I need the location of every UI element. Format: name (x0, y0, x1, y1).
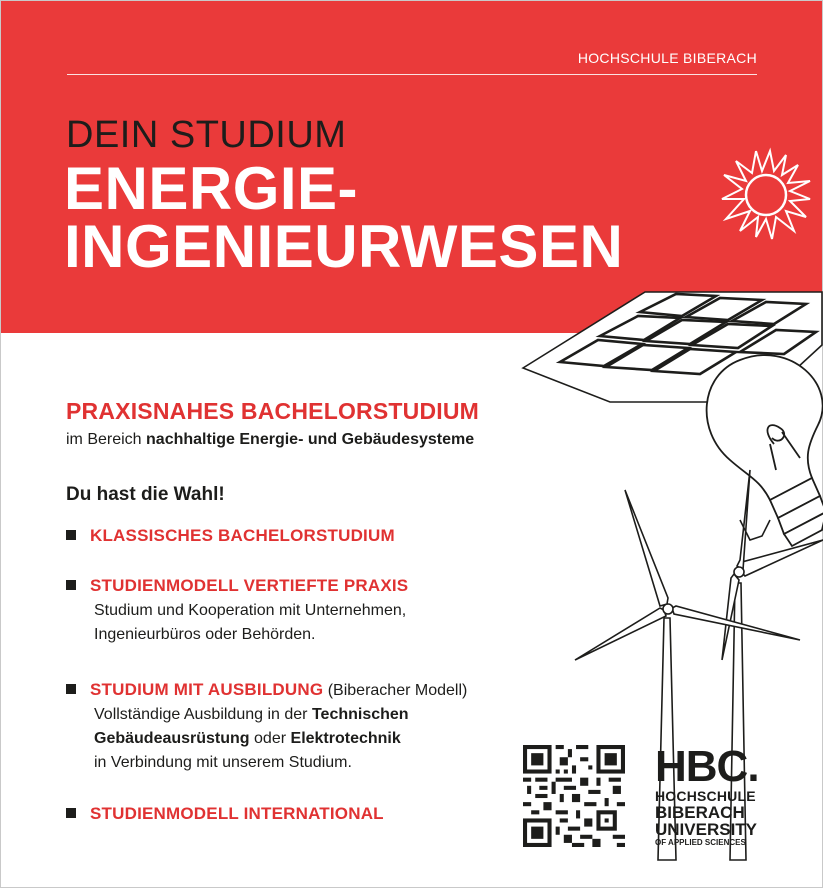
option-item (66, 678, 467, 775)
option-title-suffix: (Biberacher Modell) (327, 682, 468, 699)
option-desc-text: Vollständige Ausbildung in der (94, 706, 308, 723)
logo-line-4: OF APPLIED SCIENCES (655, 838, 746, 847)
option-title: STUDIENMODELL VERTIEFTE PRAXIS (90, 576, 409, 595)
option-title: STUDIENMODELL INTERNATIONAL (90, 804, 384, 823)
qr-code[interactable] (523, 745, 625, 847)
logo-mark: HBC. (655, 742, 759, 791)
institution-name: HOCHSCHULE BIBERACH (577, 50, 757, 66)
bullet-square-icon (66, 808, 76, 818)
option-desc-bold: Elektrotechnik (290, 730, 401, 747)
sun-icon (722, 151, 810, 239)
intro-subline (66, 431, 474, 449)
logo-line-1: HOCHSCHULE (655, 788, 756, 804)
option-desc-text: oder (254, 730, 287, 747)
option-desc (66, 727, 467, 751)
intro-prefix: im Bereich (66, 431, 142, 448)
option-desc: in Verbindung mit unserem Studium. (94, 754, 352, 771)
option-desc-bold: Technischen (311, 706, 409, 723)
option-item (66, 802, 384, 827)
bullet-square-icon (66, 684, 76, 694)
headline-line-2: INGENIEURWESEN (64, 213, 624, 280)
bullet-square-icon (66, 580, 76, 590)
option-item (66, 524, 395, 549)
headline-line-1: ENERGIE- (64, 155, 359, 222)
intro-focus: nachhaltige Energie- und Gebäudesysteme (146, 431, 475, 448)
option-desc: Studium und Kooperation mit Unternehmen, (94, 602, 407, 619)
bullet-square-icon (66, 530, 76, 540)
logo-line-2: BIBERACH (655, 803, 745, 822)
choice-heading: Du hast die Wahl! (66, 484, 225, 505)
intro-title: PRAXISNAHES BACHELORSTUDIUM (66, 398, 480, 424)
kicker-text: DEIN STUDIUM (66, 114, 347, 156)
hbc-logo (655, 742, 765, 848)
option-title: STUDIUM MIT AUSBILDUNG (90, 680, 324, 699)
option-title: KLASSISCHES BACHELORSTUDIUM (90, 526, 395, 545)
light-bulb-icon (707, 355, 823, 546)
option-desc: Ingenieurbüros oder Behörden. (94, 626, 316, 643)
option-item (66, 574, 408, 647)
option-desc-bold: Gebäudeausrüstung (94, 730, 250, 747)
option-desc (66, 703, 467, 727)
logo-line-3: UNIVERSITY (655, 820, 758, 839)
